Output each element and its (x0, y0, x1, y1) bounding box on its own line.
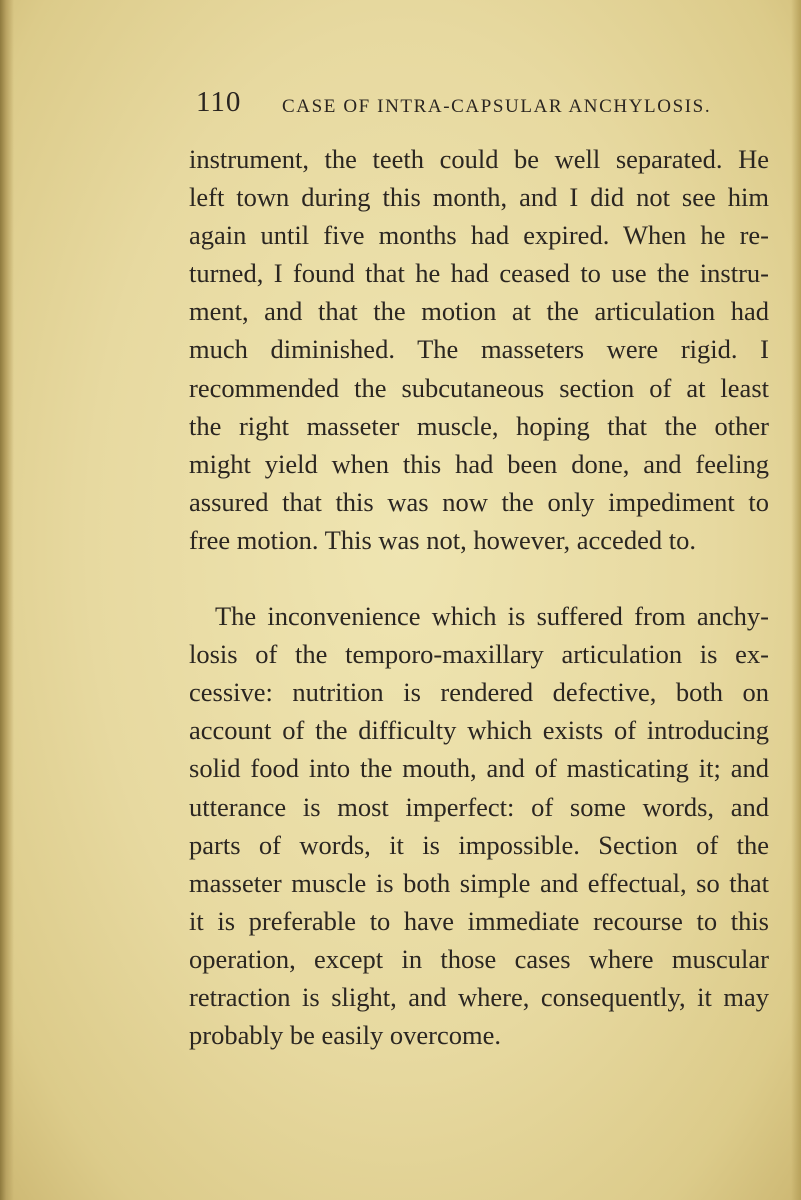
text-line: turned, I found that he had ceased to use the instru- (189, 258, 769, 289)
page-header (196, 86, 756, 126)
text-line: parts of words, it is impossible. Section of the (189, 829, 769, 860)
text-line: left town during this month, and I did not see him (189, 182, 769, 213)
text-line: assured that this was now the only impediment to (189, 486, 769, 517)
text-line: ment, and that the motion at the articulation had (189, 296, 769, 327)
text-line: masseter muscle is both simple and effectual, so that (189, 867, 769, 898)
paragraph-gap (189, 559, 769, 597)
text-line: operation, except in those cases where muscular (189, 943, 769, 974)
running-head: CASE OF INTRA-CAPSULAR ANCHYLOSIS. (282, 96, 712, 117)
text-line: again until five months had expired. When he re- (189, 220, 769, 251)
paragraph-2 (189, 597, 769, 1054)
text-line: probably be easily overcome. (189, 1020, 501, 1051)
text-line: cessive: nutrition is rendered defective, both on (189, 677, 769, 708)
text-line: account of the difficulty which exists of introducing (189, 715, 769, 746)
text-line: losis of the temporo-maxillary articulation is ex- (189, 639, 769, 670)
text-line: utterance is most imperfect: of some words, and (189, 791, 769, 822)
text-line: instrument, the teeth could be well separated. He (189, 144, 769, 174)
text-line: recommended the subcutaneous section of at least (189, 372, 769, 403)
text-line: The inconvenience which is suffered from anchy- (215, 601, 769, 632)
text-line: might yield when this had been done, and feeling (189, 448, 769, 479)
text-line: much diminished. The masseters were rigid. I (189, 334, 769, 365)
text-line: solid food into the mouth, and of masticating it; and (189, 753, 769, 784)
text-line: free motion. This was not, however, acceded to. (189, 524, 696, 555)
paragraph-1 (189, 140, 769, 559)
body-text (189, 140, 769, 1054)
text-line: the right masseter muscle, hoping that the other (189, 410, 769, 441)
page-number: 110 (196, 86, 242, 118)
text-line: retraction is slight, and where, consequently, it may (189, 981, 769, 1012)
text-line: it is preferable to have immediate recourse to this (189, 905, 769, 936)
